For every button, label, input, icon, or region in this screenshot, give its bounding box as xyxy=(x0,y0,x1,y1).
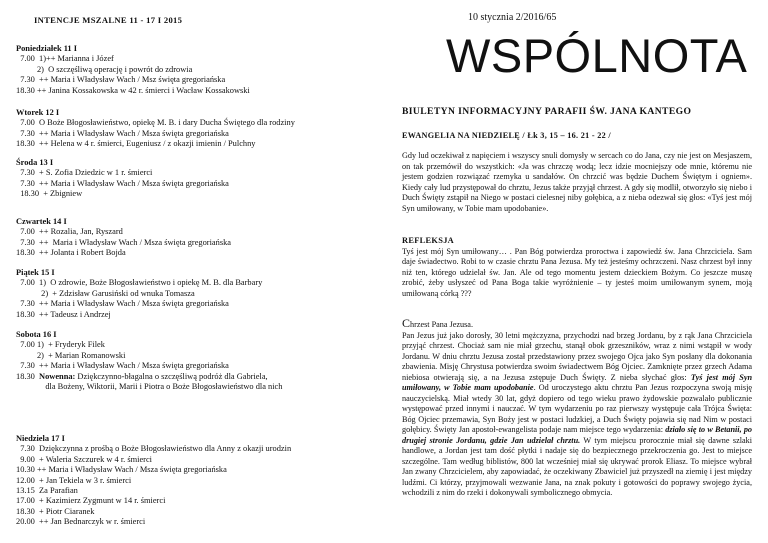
intention-line: 7.30 ++ Maria i Władysław Wach / Msza święta gregoriańska xyxy=(16,178,229,188)
intention-line: 7.30 ++ Maria i Władysław Wach / Msza święta gregoriańska xyxy=(16,299,229,309)
intention-line: 7.30 Dziękczynna z prośbą o Boże Błogosławieństwo dla Anny z okazji urodzin xyxy=(16,444,292,454)
intention-line: 10.30 ++ Maria i Władysław Wach / Msza święta gregoriańska xyxy=(16,465,227,475)
baptism-heading xyxy=(402,318,752,331)
baptism-section xyxy=(402,318,752,499)
baptism-text xyxy=(402,331,752,499)
reflection-text: Tyś jest mój Syn umiłowany… . Pan Bóg potwierdza proroctwa i zapowiedź św. Jana Chrzciciela. Sam daje świadectwo. Robi to w czasie chrztu Pana Jezusa. My też jesteśmy ochrzczeni. Nasz chrzest był inny niż ten, którego udzielał św. Jan. Ale od tego momentu jestem dzieckiem Bożym. Co jeszcze muszę zrobić, żeby usłyszeć od Pana Boga takie wyróżnienie – ty jesteś moim umiłowanym synem, moją umiłowaną córką ??? xyxy=(402,246,752,298)
intention-line: 18.30 Nowenna: Dziękczynno-błagalna o szczęśliwą podróż dla Gabriela, xyxy=(16,371,268,381)
gospel-heading: EWANGELIA NA NIEDZIELĘ / Łk 3, 15 – 16. 21 - 22 / xyxy=(402,131,611,140)
intention-line: 18.30 ++ Jolanta i Robert Bojda xyxy=(16,248,126,258)
day-block xyxy=(16,108,346,150)
intention-line: 20.00 ++ Jan Bednarczyk w r. śmierci xyxy=(16,517,146,527)
day-name: Wtorek 12 I xyxy=(16,108,60,117)
intention-line: 7.30 + S. Zofia Dziedzic w 1 r. śmierci xyxy=(16,168,153,178)
day-name: Sobota 16 I xyxy=(16,330,57,339)
intention-line: 17.00 + Kazimierz Zygmunt w 14 r. śmierci xyxy=(16,496,166,506)
day-name: Czwartek 14 I xyxy=(16,217,67,226)
baptism-p3: W tym miejscu prorocznie miał się dawne szlaki handlowe, a Jordan jest tam dość płytki i nadaje się do bezpiecznego przekroczenia go. Jest to miejsce szczególne. Tam według biblistów, 800 lat wcześniej miał się ukrywać prorok Eliasz. To miejsce wybrał Jan zwany Chrzcicielem, aby zapowiadać, że oczekiwany Zbawiciel już przyszedł na ziemię i jest między ludźmi. Ci którzy, przyjmowali wezwanie Jana, na znak pokuty i gotowości do poprawy swojego życia, wchodzili z nim do rzeki i dokonywali symbolicznego obmycia. xyxy=(402,435,752,497)
intention-line: 7.30 ++ Maria i Władysław Wach / Msza święta gregoriańska xyxy=(16,128,229,138)
intention-line: 7.30 ++ Maria i Władysław Wach / Msza święta gregoriańska xyxy=(16,237,231,247)
day-block xyxy=(16,434,346,528)
day-name: Poniedziałek 11 I xyxy=(16,44,77,53)
intention-line: 18.30 ++ Helena w 4 r. śmierci, Eugeniusz / z okazji imienin / Pulchny xyxy=(16,139,256,149)
intention-line: 7.00 ++ Rozalia, Jan, Ryszard xyxy=(16,227,123,237)
intention-line: 18.30 ++ Tadeusz i Andrzej xyxy=(16,309,111,319)
bulletin-subtitle: BIULETYN INFORMACYJNY PARAFII ŚW. JANA KANTEGO xyxy=(402,106,692,117)
day-name: Niedziela 17 I xyxy=(16,434,65,443)
intention-line: 2) + Marian Romanowski xyxy=(16,350,126,360)
intention-line: 7.00 1) + Fryderyk Filek xyxy=(16,340,105,350)
baptism-heading-text: hrzest Pana Jezusa. xyxy=(410,320,473,329)
left-header: INTENCJE MSZALNE 11 - 17 I 2015 xyxy=(34,15,183,25)
intention-line: 7.30 ++ Maria i Władysław Wach / Msz święta gregoriańska xyxy=(16,75,226,85)
baptism-quote2: działo się to w Betanii, po drugiej stronie Jordanu, gdzie Jan udzielał chrztu. xyxy=(402,425,753,445)
drop-cap: C xyxy=(402,316,411,330)
intention-line: 18.30 ++ Janina Kossakowska w 42 r. śmierci i Wacław Kossakowski xyxy=(16,85,250,95)
intention-line: 7.00 1)++ Marianna i Józef xyxy=(16,54,114,64)
intention-line: dla Bożeny, Wiktorii, Marii i Piotra o Boże Błogosławieństwo dla nich xyxy=(16,382,283,392)
novena-label: Nowenna: xyxy=(39,371,76,381)
day-block xyxy=(16,268,346,320)
day-block xyxy=(16,44,346,96)
reflection-section xyxy=(402,236,752,299)
day-name: Piątek 15 I xyxy=(16,268,55,277)
intention-line: 13.15 Za Parafian xyxy=(16,486,78,496)
intention-line: 9.00 + Waleria Szczurek w 4 r. śmierci xyxy=(16,454,152,464)
baptism-p1: Pan Jezus już jako dorosły, 30 letni mężczyzna, przychodzi nad brzeg Jordanu, by z rąk Jana Chrzciciela przyjąć chrzest. Chociaż sam nie miał grzechu, stanął obok grzeszników, wraz z nimi wstąpił w wody Jordanu. W dniu chrztu Jezusa został przedstawiony przez swojego Ojca jako Syn posłany dla dokonania zbawienia. Misję Chrystusa potwierdza swoim świadectwem Bóg Ojciec. Zamknięte przez grzech Adama niebiosa otwierają się, a na Jezusa zstępuje Duch Święty. Z nieba słychać głos: xyxy=(402,330,752,382)
day-block xyxy=(16,158,346,200)
intention-line: 7.00 O Boże Błogosławieństwo, opiekę M. B. i dary Ducha Świętego dla rodziny xyxy=(16,118,295,128)
issue-date: 10 stycznia 2/2016/65 xyxy=(468,12,557,23)
intention-line: 18.30 + Piotr Ciaranek xyxy=(16,506,95,516)
baptism-quote1: Tyś jest mój Syn umiłowany, w Tobie mam upodobanie xyxy=(402,372,753,392)
bulletin-title: WSPÓLNOTA xyxy=(446,29,748,82)
reflection-heading: REFLEKSJA xyxy=(402,236,455,245)
intention-line: 18.30 + Zbigniew xyxy=(16,189,83,199)
intention-line: 7.00 1) O zdrowie, Boże Błogosławieństwo i opiekę M. B. dla Barbary xyxy=(16,278,263,288)
baptism-p2: . Od uroczystego aktu chrztu Pan Jezus rozpoczyna swoją misję nauczycielską. Miał wtedy 30 lat, gdyż dopiero od tego wieku prawo żydowskie pozwalało publicznie występować przed innymi i nauczać. W tym wydarzeniu po raz pierwszy występuje cała Trójca Święta: Bóg Ojciec przemawia, Syn Boży jest w postaci ludzkiej, a Duch Święty pojawia się nad Nim w postaci gołębicy. Święty Jan apostoł-ewangelista podaje nam miejsce tego wydarzenia: xyxy=(402,383,752,434)
intention-line: 7.30 ++ Maria i Władysław Wach / Msza święta gregoriańska xyxy=(16,361,229,371)
day-block xyxy=(16,217,346,259)
day-block xyxy=(16,330,346,392)
intention-line: 2) + Zdzisław Garusiński od wnuka Tomasza xyxy=(16,288,195,298)
intention-line: 2) O szczęśliwą operację i powrót do zdrowia xyxy=(16,64,193,74)
gospel-text: Gdy lud oczekiwał z napięciem i wszyscy snuli domysły w sercach co do Jana, czy nie jest on Mesjaszem, on tak przemówił do wszystkich: «Ja was chrzczę wodą; lecz idzie mocniejszy ode mnie, któremu nie jestem godzien rozwiązać rzemyka u sandałów. On chrzcić was będzie Duchem Świętym i ogniem». Kiedy cały lud przystępował do chrztu, Jezus także przyjął chrzest. A gdy się modlił, otworzyło się niebo i Duch Święty zstąpił na Niego w postaci cielesnej niby gołębica, a z nieba odezwał się głos: «Tyś jest mój Syn umiłowany, w Tobie mam upodobanie». xyxy=(402,151,752,213)
intention-line: 12.00 + Jan Tekiela w 3 r. śmierci xyxy=(16,475,132,485)
day-name: Środa 13 I xyxy=(16,158,54,167)
